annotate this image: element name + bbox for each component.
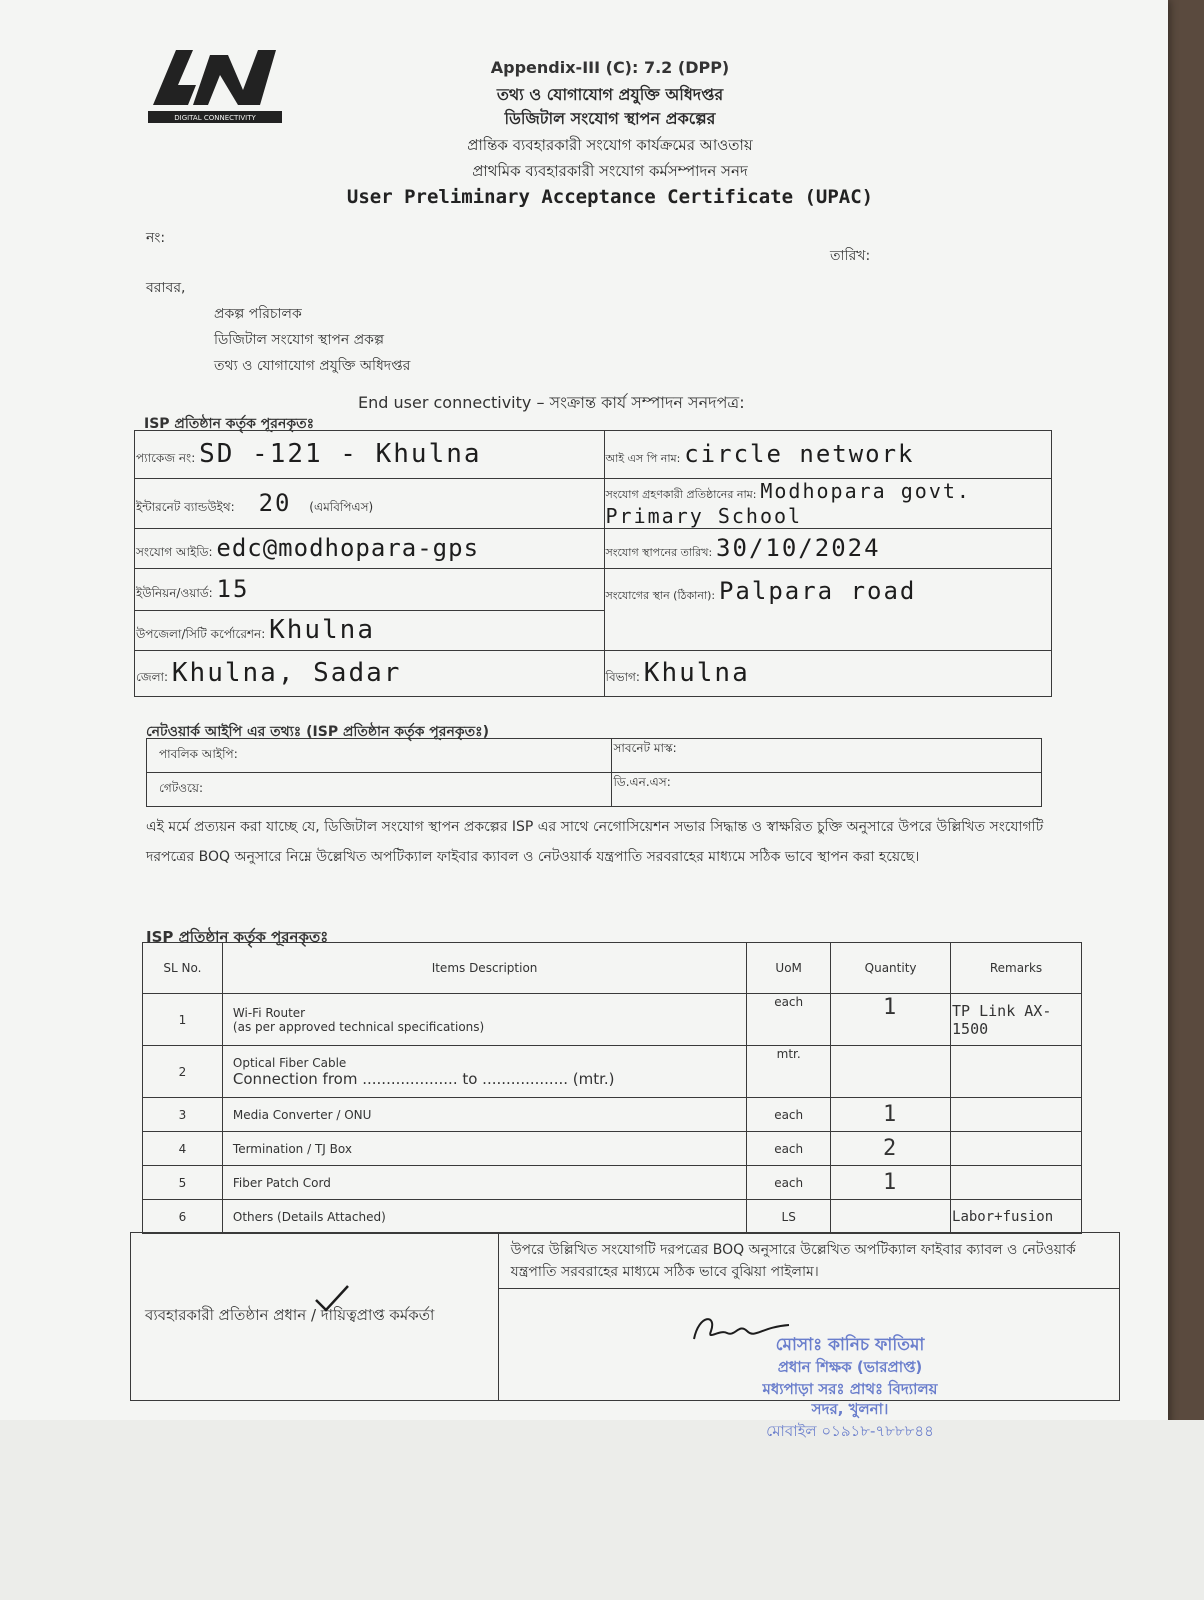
row-remarks xyxy=(951,1132,1082,1166)
no-label: নং: xyxy=(146,230,166,246)
row-quantity xyxy=(831,1200,951,1234)
dns-label: ডি.এন.এস: xyxy=(612,773,1042,807)
col-header-uom: UoM xyxy=(747,943,831,994)
date-label: তারিখ: xyxy=(830,248,871,264)
bandwidth-value: 20 xyxy=(258,488,292,517)
address-cell xyxy=(604,569,1051,651)
division-label: বিভাগ: xyxy=(605,670,640,684)
certification-statement: এই মর্মে প্রত্যয়ন করা যাচ্ছে যে, ডিজিটাল সংযোগ স্থাপন প্রকল্পের ISP এর সাথে নেগোসিয়েশন সভার সিদ্ধান্ত ও স্বাক্ষরিত চুক্তি অনুসারে উপরে উল্লিখিত সংযোগটি দরপত্রের BOQ অনুসারে নিম্নে উল্লেখিত অপটিক্যাল ফাইবার ক্যাবল ও নেটওয়ার্ক যন্ত্রপাতি সরবরাহের মাধ্যমে সঠিক ভাবে স্থাপন করা হয়েছে। xyxy=(146,819,1044,865)
row-sl: 2 xyxy=(143,1046,223,1098)
connection-date-label: সংযোগ স্থাপনের তারিখ: xyxy=(605,546,713,559)
appendix-ref: Appendix-III (C): 7.2 (DPP) xyxy=(490,58,730,77)
row-uom: each xyxy=(747,1098,831,1132)
network-table xyxy=(146,738,1042,807)
items-section-title: ISP প্রতিষ্ঠান কর্তৃক পূরনকৃতঃ xyxy=(146,928,329,946)
stamp-place: সদর, খুলনা। xyxy=(811,1400,889,1418)
row-desc-main: Termination / TJ Box xyxy=(222,1132,746,1166)
row-sl: 1 xyxy=(143,994,223,1046)
col-header-remarks: Remarks xyxy=(951,943,1082,994)
col-header-sl: SL No. xyxy=(143,943,223,994)
address-line-2: ডিজিটাল সংযোগ স্থাপন প্রকল্প xyxy=(214,332,384,348)
package-cell xyxy=(135,431,605,479)
row-quantity: 1 xyxy=(831,1166,951,1200)
row-quantity: 1 xyxy=(831,1098,951,1132)
district-value: Khulna, Sadar xyxy=(171,658,402,688)
row-remarks xyxy=(951,1098,1082,1132)
row-quantity xyxy=(831,1046,951,1098)
row-uom: each xyxy=(747,994,831,1046)
bandwidth-cell xyxy=(135,479,605,529)
table-row xyxy=(143,1098,1082,1132)
network-section-title: নেটওয়ার্ক আইপি এর তথ্যঃ (ISP প্রতিষ্ঠান কর্তৃক পূরনকৃতঃ) xyxy=(146,724,490,740)
table-row xyxy=(143,1200,1082,1234)
division-cell xyxy=(604,651,1051,697)
package-value: SD -121 - Khulna xyxy=(199,439,482,469)
isp-name-cell xyxy=(604,431,1051,479)
row-quantity: 2 xyxy=(831,1132,951,1166)
isp-name-value: circle network xyxy=(684,440,915,468)
address-label: সংযোগের স্থান (ঠিকানা): xyxy=(605,589,716,602)
document-page-lower xyxy=(0,1420,1204,1600)
row-uom: each xyxy=(747,1132,831,1166)
row-desc-main: Optical Fiber Cable xyxy=(232,1055,347,1070)
row-description xyxy=(222,1046,746,1098)
row-desc-sub: Connection from .................... to .................. (mtr.) xyxy=(232,1069,615,1088)
address-line-3: তথ্য ও যোগাযোগ প্রযুক্তি অধিদপ্তর xyxy=(214,358,411,374)
bandwidth-label: ইন্টারনেট ব্যান্ডউইথ: xyxy=(136,499,235,514)
connection-id-label: সংযোগ আইডি: xyxy=(136,544,213,559)
cert-bn-title: প্রাথমিক ব্যবহারকারী সংযোগ কর্মসম্পাদন সনদ xyxy=(472,162,748,180)
subnet-label: সাবনেট মাস্ক: xyxy=(612,739,1042,773)
table-row xyxy=(143,994,1082,1046)
cert-title: User Preliminary Acceptance Certificate (UPAC) xyxy=(346,186,874,208)
items-table xyxy=(142,942,1082,1234)
public-ip-label: পাবলিক আইপি: xyxy=(147,739,612,773)
row-sl: 6 xyxy=(143,1200,223,1234)
package-label: প্যাকেজ নং: xyxy=(136,451,196,465)
upazila-label: উপজেলা/সিটি কর্পোরেশন: xyxy=(136,627,266,641)
receiver-label: সংযোগ গ্রহণকারী প্রতিষ্ঠানের নাম: xyxy=(605,488,757,501)
address-value: Palpara road xyxy=(718,577,917,605)
program-name: প্রান্তিক ব্যবহারকারী সংযোগ কার্যক্রমের আওতায় xyxy=(467,136,753,154)
row-uom: mtr. xyxy=(747,1046,831,1098)
district-label: জেলা: xyxy=(136,670,169,684)
isp-filled-label: ISP প্রতিষ্ঠান কর্তৃক পূরনকৃতঃ xyxy=(144,416,315,432)
table-row xyxy=(143,1046,1082,1098)
district-cell xyxy=(135,651,605,697)
col-header-quantity: Quantity xyxy=(831,943,951,994)
row-desc-main: Others (Details Attached) xyxy=(222,1200,746,1234)
address-line-1: প্রকল্প পরিচালক xyxy=(214,306,302,322)
row-sl: 3 xyxy=(143,1098,223,1132)
row-uom: each xyxy=(747,1166,831,1200)
gateway-label: গেটওয়ে: xyxy=(147,773,612,807)
upazila-value: Khulna xyxy=(269,615,375,645)
stamp-name: মোসাঃ কানিচ ফাতিমা xyxy=(775,1335,925,1355)
stamp-school: মধ্যপাড়া সরঃ প্রাথঃ বিদ্যালয় xyxy=(762,1380,938,1398)
to-label: বরাবর, xyxy=(146,280,186,296)
col-header-description: Items Description xyxy=(222,943,746,994)
connection-info-table xyxy=(134,430,1052,697)
receiver-value: Modhopara govt. Primary School xyxy=(605,479,971,528)
row-remarks xyxy=(951,1046,1082,1098)
row-remarks xyxy=(951,1166,1082,1200)
union-label: ইউনিয়ন/ওয়ার্ড: xyxy=(136,585,213,600)
edc-logo-icon xyxy=(148,45,282,130)
table-row xyxy=(143,1166,1082,1200)
upazila-cell xyxy=(135,611,605,651)
connection-id-cell xyxy=(135,529,605,569)
connection-date-value: 30/10/2024 xyxy=(716,534,881,562)
svg-text:DIGITAL CONNECTIVITY: DIGITAL CONNECTIVITY xyxy=(174,114,256,122)
connectivity-title: End user connectivity – সংক্রান্ত কার্য সম্পাদন সনদপত্র: xyxy=(358,393,745,412)
row-sl: 4 xyxy=(143,1132,223,1166)
stamp-title: প্রধান শিক্ষক (ভারপ্রাপ্ত) xyxy=(777,1358,923,1376)
union-cell xyxy=(135,569,605,611)
row-desc-main: Wi-Fi Router xyxy=(232,1005,306,1020)
isp-name-label: আই এস পি নাম: xyxy=(605,452,681,465)
check-mark-icon xyxy=(312,1284,352,1314)
connection-date-cell xyxy=(604,529,1051,569)
receiver-cell xyxy=(604,479,1051,529)
row-desc-sub: (as per approved technical specifications) xyxy=(232,1019,485,1034)
row-remarks: TP Link AX-1500 xyxy=(951,994,1082,1046)
row-remarks: Labor+fusion xyxy=(951,1200,1082,1234)
row-desc-main: Media Converter / ONU xyxy=(222,1098,746,1132)
signoff-role-label: ব্যবহারকারী প্রতিষ্ঠান প্রধান / দায়িত্বপ্রাপ্ত কর্মকর্তা xyxy=(145,1306,435,1324)
row-description xyxy=(222,994,746,1046)
union-value: 15 xyxy=(216,574,250,603)
bandwidth-unit: (এমবিপিএস) xyxy=(309,499,374,514)
division-value: Khulna xyxy=(643,658,750,688)
stamp-phone: মোবাইল ০১৯১৮-৭৮৮৮৪৪ xyxy=(766,1422,934,1440)
table-row xyxy=(143,1132,1082,1166)
row-quantity: 1 xyxy=(831,994,951,1046)
receipt-statement: উপরে উল্লিখিত সংযোগটি দরপত্রের BOQ অনুসারে উল্লেখিত অপটিক্যাল ফাইবার ক্যাবল ও নেটওয়ার্ক যন্ত্রপাতি সরবরাহের মাধ্যমে সঠিক ভাবে বুঝিয়া পাইলাম। xyxy=(498,1233,1119,1289)
connection-id-value: edc@modhopara-gps xyxy=(216,533,480,562)
signoff-role-cell xyxy=(131,1233,499,1401)
dept-name: তথ্য ও যোগাযোগ প্রযুক্তি অধিদপ্তর xyxy=(496,85,724,104)
row-uom: LS xyxy=(747,1200,831,1234)
row-sl: 5 xyxy=(143,1166,223,1200)
row-desc-main: Fiber Patch Cord xyxy=(222,1166,746,1200)
project-name: ডিজিটাল সংযোগ স্থাপন প্রকল্পের xyxy=(504,109,716,128)
